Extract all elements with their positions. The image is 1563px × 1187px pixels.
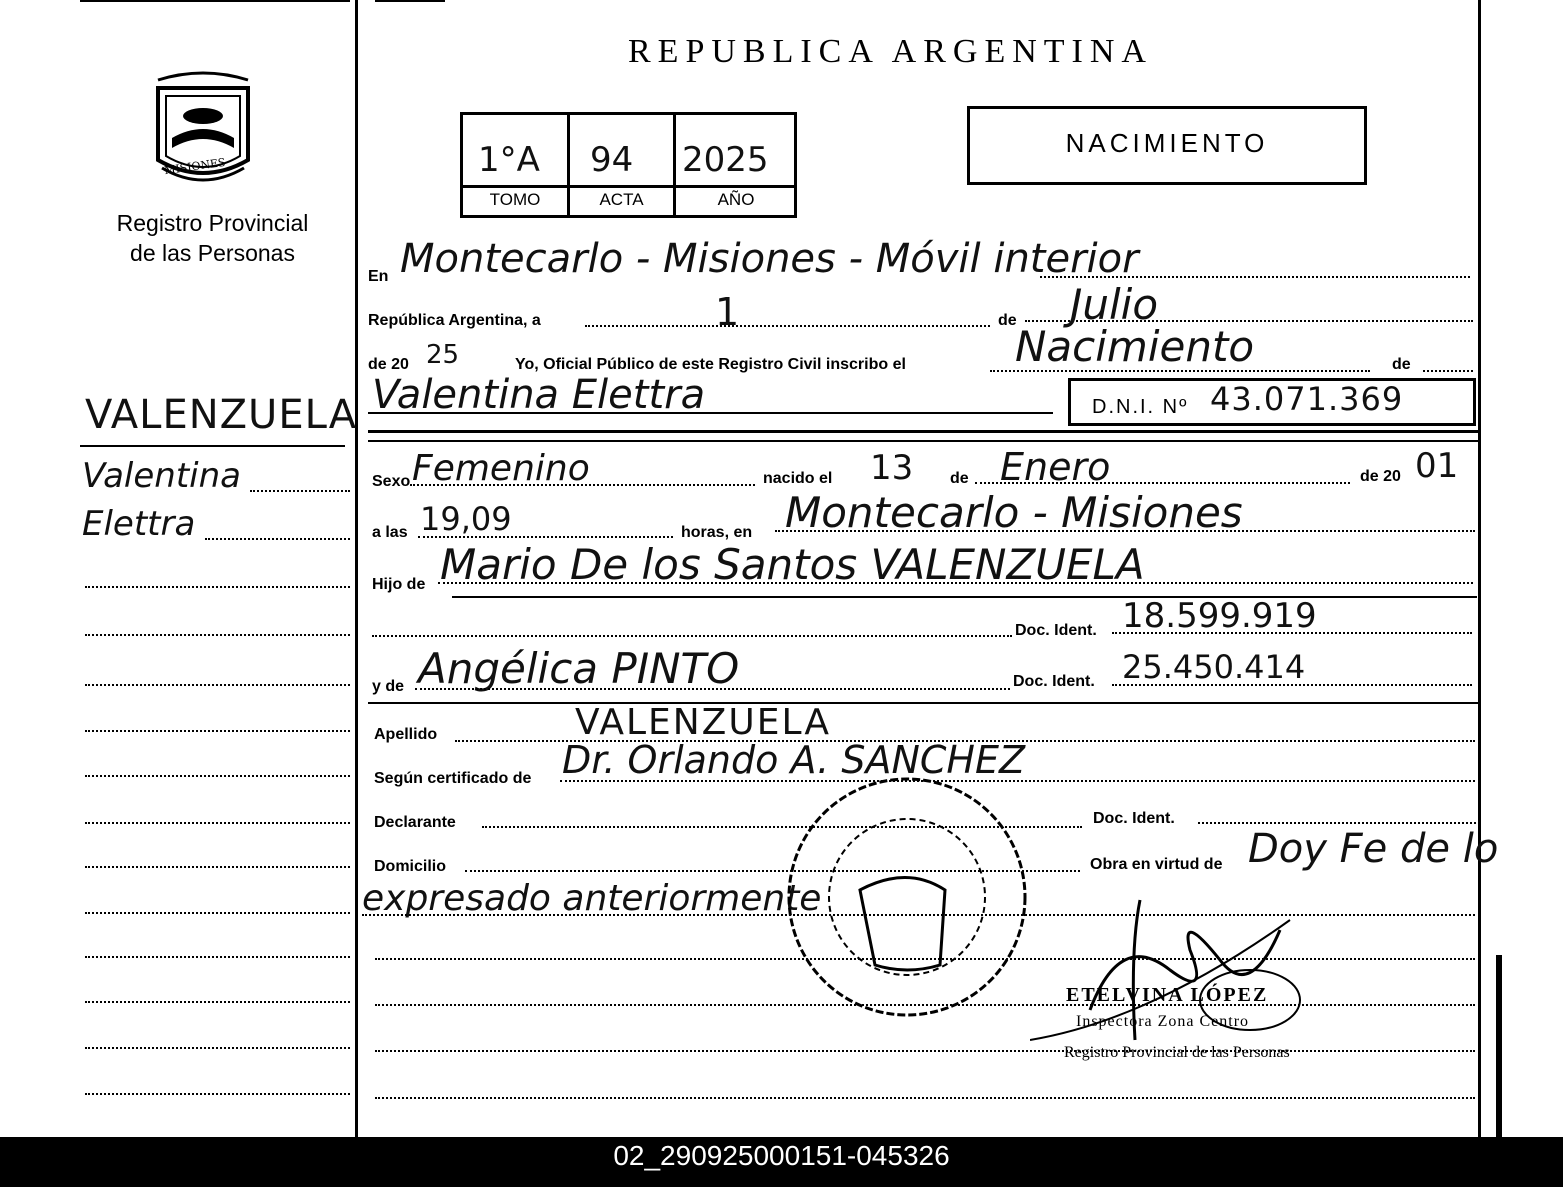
- anio-value: 2025: [682, 140, 769, 180]
- margin-line: [85, 866, 350, 868]
- margin-surname: VALENZUELA: [85, 392, 358, 438]
- separator-rule: [368, 440, 1478, 442]
- en-value: Montecarlo - Misiones - Móvil interior: [400, 236, 1139, 282]
- declarante-label: Declarante: [374, 814, 456, 831]
- birth-time: 19,09: [420, 500, 512, 538]
- republica-label: República Argentina, a: [368, 312, 541, 329]
- segun-value: Dr. Orlando A. SANCHEZ: [562, 738, 1026, 782]
- father-name: Mario De los Santos VALENZUELA: [440, 540, 1145, 589]
- declarante-doc-label: Doc. Ident.: [1093, 810, 1175, 827]
- margin-line: [85, 586, 350, 588]
- registry-name-line1: Registro Provincial: [116, 210, 309, 236]
- obra-label: Obra en virtud de: [1090, 856, 1223, 873]
- father-doc: 18.599.919: [1122, 596, 1317, 636]
- left-column-divider: [355, 0, 358, 1140]
- yde-label: y de: [372, 678, 405, 695]
- mother-rule: [368, 702, 1478, 704]
- sexo-label: Sexo: [372, 473, 411, 490]
- birth-day: 13: [870, 448, 914, 488]
- apellido-value: VALENZUELA: [575, 702, 831, 743]
- record-ref-hrule: [460, 185, 797, 188]
- margin-given1: Valentina: [82, 456, 241, 496]
- margin-line: [85, 912, 350, 914]
- signature-org: Registro Provincial de las Personas: [1064, 1044, 1290, 1061]
- mother-doc: 25.450.414: [1122, 648, 1306, 686]
- country-title: REPUBLICA ARGENTINA: [628, 33, 1153, 70]
- mother-name: Angélica PINTO: [418, 644, 740, 693]
- en-label: En: [368, 268, 389, 285]
- registry-name-line2: de las Personas: [130, 240, 295, 266]
- margin-line: [85, 634, 350, 636]
- inscribo-line-end: [1423, 370, 1473, 372]
- inscribo-value: Nacimiento: [1015, 322, 1255, 371]
- obra-value: Doy Fe de lo: [1248, 826, 1499, 872]
- father-doc-value-line: [1112, 632, 1472, 634]
- document-id: 02_290925000151-045326: [613, 1140, 950, 1171]
- obra-value-continued: expresado anteriormente: [362, 878, 822, 919]
- right-border: [1478, 0, 1481, 1140]
- sexo-value: Femenino: [412, 448, 590, 489]
- father-doc-line: [372, 635, 1012, 637]
- record-type: NACIMIENTO: [1065, 128, 1269, 158]
- margin-line: [85, 822, 350, 824]
- margin-line: [85, 1001, 350, 1003]
- de20-label: de 20: [1360, 468, 1401, 485]
- margin-given2: Elettra: [82, 504, 196, 544]
- mother-docident-label: Doc. Ident.: [1013, 673, 1095, 690]
- mother-line: [415, 688, 1010, 690]
- segun-label: Según certificado de: [374, 770, 532, 787]
- separator-rule: [368, 430, 1478, 433]
- day-value: 1: [715, 290, 740, 334]
- top-rule-mid: [375, 0, 445, 2]
- horas-label: horas, en: [681, 524, 753, 541]
- alas-label: a las: [372, 524, 408, 541]
- father-line: [438, 582, 1473, 584]
- margin-surname-underline: [80, 445, 345, 447]
- margin-line: [85, 684, 350, 686]
- tomo-value: 1°A: [478, 140, 540, 180]
- registry-name: [60, 208, 365, 268]
- nacido-label: nacido el: [763, 470, 833, 487]
- de-label-2: de: [1392, 356, 1411, 373]
- right-edge-mark: [1496, 955, 1502, 1140]
- acta-label: ACTA: [599, 190, 644, 209]
- en-line: [1040, 276, 1470, 278]
- month-value: Julio: [1070, 280, 1159, 329]
- margin-line: [85, 775, 350, 777]
- margin-line: [85, 730, 350, 732]
- year-prefix: de 20: [368, 356, 409, 373]
- de-label-3: de: [950, 470, 969, 487]
- top-rule-left: [80, 0, 350, 2]
- tomo-label: TOMO: [489, 190, 541, 209]
- year-value: 25: [426, 340, 460, 370]
- dni-value: 43.071.369: [1210, 380, 1404, 418]
- apellido-label: Apellido: [374, 726, 438, 743]
- yo-label: Yo, Oficial Público de este Registro Civil inscribo el: [515, 356, 906, 373]
- dni-label: D.N.I. Nº: [1092, 396, 1189, 418]
- time-line: [418, 536, 673, 538]
- domicilio-label: Domicilio: [374, 858, 447, 875]
- declarante-doc-line: [1198, 822, 1476, 824]
- birth-place: Montecarlo - Misiones: [785, 488, 1243, 537]
- signature-name: ETELVINA LÓPEZ: [1066, 984, 1269, 1006]
- blank-line: [375, 1097, 1475, 1099]
- father-rule: [452, 596, 1477, 598]
- official-stamp-icon: [780, 770, 1035, 1025]
- father-docident-label: Doc. Ident.: [1015, 622, 1097, 639]
- sexo-line: [410, 484, 755, 486]
- margin-line: [85, 1093, 350, 1095]
- margin-line: [85, 1047, 350, 1049]
- name-line: [368, 412, 1053, 414]
- anio-label: AÑO: [717, 190, 755, 209]
- margin-line: [205, 538, 350, 540]
- signature-title: Inspectora Zona Centro: [1076, 1013, 1250, 1030]
- name-value: Valentina Elettra: [372, 372, 706, 418]
- place-line: [775, 530, 1475, 532]
- acta-value: 94: [590, 140, 634, 180]
- blank-line: [375, 1050, 1475, 1052]
- seal-text: MISIONES: [163, 155, 227, 178]
- de-label: de: [998, 312, 1017, 329]
- birth-year: 01: [1415, 446, 1459, 486]
- hijo-label: Hijo de: [372, 576, 426, 593]
- mother-doc-value-line: [1112, 684, 1472, 686]
- margin-line: [85, 956, 350, 958]
- birth-month: Enero: [1000, 445, 1111, 489]
- day-line: [585, 325, 990, 327]
- margin-line: [250, 490, 350, 492]
- birth-month-line: [975, 482, 1350, 484]
